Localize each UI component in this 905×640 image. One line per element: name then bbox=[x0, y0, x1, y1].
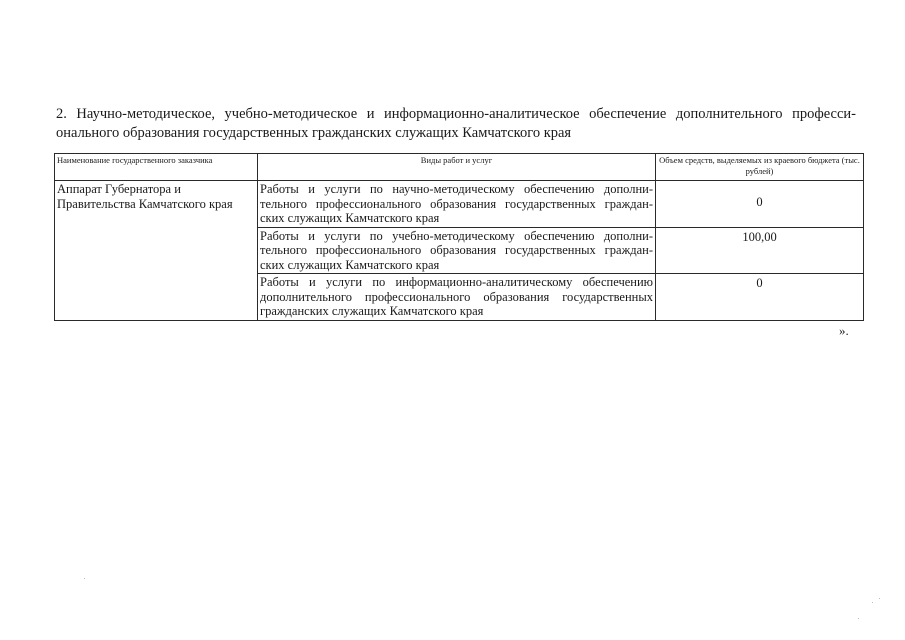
section-heading: 2. Научно-методическое, учебно-методическое и информационно-аналитическое обеспечение дополнительного професси-онального образования государственных гражданских служащих Камчатского края bbox=[56, 106, 856, 141]
budget-table bbox=[54, 153, 864, 321]
amount-cell: 100,00 bbox=[656, 227, 864, 274]
scan-speck bbox=[858, 618, 859, 619]
scan-speck bbox=[84, 578, 85, 579]
amount-cell: 0 bbox=[656, 274, 864, 321]
work-cell: Работы и услуги по научно-методическому обеспечению дополни-тельного профессионального образования государственных граждан-ских служащих Камчатского края bbox=[258, 181, 656, 228]
amount-cell: 0 bbox=[656, 181, 864, 228]
scan-speck bbox=[872, 602, 873, 603]
header-customer: Наименование государственного заказчика bbox=[55, 154, 258, 181]
header-amount: Объем средств, выделяемых из краевого бюджета (тыс. рублей) bbox=[656, 154, 864, 181]
scan-speck bbox=[879, 598, 880, 599]
header-work-types: Виды работ и услуг bbox=[258, 154, 656, 181]
table-header-row bbox=[55, 154, 864, 181]
closing-quote-mark: ». bbox=[839, 323, 849, 338]
table-row bbox=[55, 181, 864, 228]
customer-cell: Аппарат Губернатора и Правительства Камчатского края bbox=[55, 181, 258, 321]
work-cell: Работы и услуги по учебно-методическому обеспечению дополни-тельного профессионального образования государственных граждан-ских служащих Камчатского края bbox=[258, 227, 656, 274]
work-cell: Работы и услуги по информационно-аналитическому обеспечению дополнительного профессионального образования государственных гражданских служащих Камчатского края bbox=[258, 274, 656, 321]
